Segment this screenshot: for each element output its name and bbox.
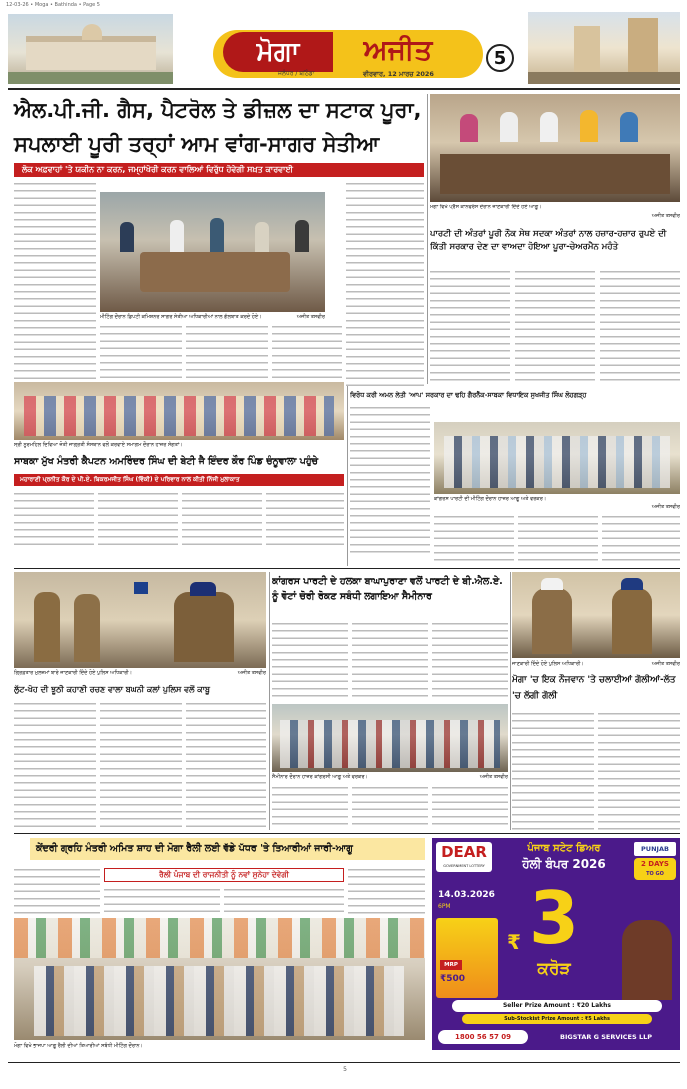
ad-days: 2 DAYS	[641, 860, 669, 868]
divider-mid	[347, 386, 348, 566]
ad-company: BIGSTAR G SERVICES LLP	[560, 1033, 652, 1041]
ad-brand: DEAR	[441, 843, 487, 861]
footer-page-number: 5	[343, 1066, 347, 1073]
ad-stockist-prize: Sub-Stockist Prize Amount : ₹5 Lakhs	[462, 1014, 652, 1024]
masthead-rule	[8, 88, 680, 90]
bottom-headline: ਕੇਂਦਰੀ ਗ੍ਰਹਿ ਮੰਤਰੀ ਅਮਿਤ ਸ਼ਾਹ ਦੀ ਮੋਗਾ ਰੈਲੀ ਲਈ ਵੱਡੇ ਪੱਧਰ 'ਤੇ ਤਿਆਰੀਆਂ ਜਾਰੀ-ਆਗੂ	[30, 838, 425, 860]
lead-col-3	[186, 323, 268, 391]
masthead-city: ਮੋਗਾ	[223, 32, 333, 72]
lead-photo-credit: ਅਜੀਤ ਤਸਵੀਰ	[296, 314, 325, 320]
story-three-caption: ਕਾਂਗਰਸ ਪਾਰਟੀ ਦੀ ਮੀਟਿੰਗ ਦੌਰਾਨ ਹਾਜ਼ਰ ਆਗੂ ਅਤੇ ਵਰਕਰ।	[434, 496, 547, 502]
shooting-credit: ਅਜੀਤ ਤਸਵੀਰ	[651, 661, 680, 667]
ad-rupee: ₹	[507, 930, 521, 954]
police-col-3	[186, 700, 266, 830]
police-caption: ਗ੍ਰਿਫ਼ਤਾਰ ਮੁਲਜ਼ਮਾਂ ਬਾਰੇ ਜਾਣਕਾਰੀ ਦਿੰਦੇ ਹੋਏ ਪੁਲਿਸ ਅਧਿਕਾਰੀ।	[14, 670, 133, 676]
strip-photo	[14, 382, 344, 440]
bottom-col-4	[348, 866, 425, 914]
masthead	[8, 12, 680, 87]
ad-seller-prize: Seller Prize Amount : ₹20 Lakhs	[452, 1000, 662, 1012]
divider-lower-2	[510, 572, 511, 830]
divider-lower-1	[269, 572, 270, 830]
congress-col-6	[432, 784, 508, 830]
ad-brand-sub: GOVERNMENT LOTTERY	[443, 864, 485, 868]
strip-photo-caption: ਸ੍ਰੀ ਨੂਰਮਹਿਲ ਦਿਵਿਆ ਜੋਤੀ ਜਾਗ੍ਰਤੀ ਸੰਸਥਾਨ ਵਲੋਂ ਕਰਵਾਏ ਸਮਾਗਮ ਦੌਰਾਨ ਹਾਜ਼ਰ ਸੰਗਤਾਂ।	[14, 442, 183, 448]
ad-punjab-label: PUNJAB	[641, 845, 669, 853]
story-three-col-1	[350, 404, 430, 556]
story-two-subhead: ਮਹਾਰਾਣੀ ਪ੍ਰਨੀਤ ਕੌਰ ਦੇ ਪੀ.ਏ. ਬਿਕਰਮਜੀਤ ਸਿੰਘ (ਵਿੱਕੀ) ਦੇ ਪਰਿਵਾਰ ਨਾਲ ਕੀਤੀ ਨਿੱਜੀ ਮੁਲਾਕਾਤ	[14, 474, 344, 486]
lead-col-2	[100, 323, 182, 391]
ad-person	[622, 920, 672, 1000]
shooting-headline: ਮੋਗਾ 'ਚ ਇਕ ਨੌਜਵਾਨ 'ਤੇ ਚਲਾਈਆਂ ਗੋਲੀਆਂ-ਲੱਤ 'ਚ ਲੱਗੀ ਗੋਲੀ	[512, 675, 676, 701]
lead-photo	[100, 192, 325, 312]
story-two-col-3	[182, 490, 262, 548]
congress-col-2	[352, 620, 428, 702]
story-three-headline: ਵਿਰੋਧ ਕਰੀ ਅਮਨ ਲੇਤੀ 'ਆਪ' ਸਰਕਾਰ ਦਾ ਢਹਿ ਗੈਰਨੈੱਕ-ਸਾਬਕਾ ਵਿਧਾਇਕ ਸੁਖਜੀਤ ਸਿੰਘ ਲੋਹਗੜ੍ਹ	[350, 391, 587, 399]
ad-phone[interactable]: 1800 56 57 09	[438, 1030, 528, 1044]
masthead-edition: ਜਲੰਧਰ / ਬਠਿੰਡਾ	[278, 70, 315, 77]
story-three-credit: ਅਜੀਤ ਤਸਵੀਰ	[651, 504, 680, 510]
ad-prize-word: ਕਰੋੜ	[537, 959, 571, 979]
lead-headline-line2: ਸਪਲਾਈ ਪੂਰੀ ਤਰ੍ਹਾਂ ਆਮ ਵਾਂਗ-ਸਾਗਰ ਸੇਤੀਆ	[14, 132, 380, 156]
bottom-caption: ਮੋਗਾ ਵਿਖੇ ਭਾਜਪਾ ਆਗੂ ਰੈਲੀ ਦੀਆਂ ਤਿਆਰੀਆਂ ਸਬੰਧੀ ਮੀਟਿੰਗ ਦੌਰਾਨ।	[14, 1043, 143, 1049]
right-top-photo	[430, 94, 680, 202]
right-top-col-1	[430, 268, 510, 383]
story-three-photo	[434, 422, 680, 494]
shooting-col-1	[512, 710, 594, 830]
ad-mrp-label: MRP	[440, 960, 462, 970]
bottom-subhead: ਰੈਲੀ ਪੰਜਾਬ ਦੀ ਰਾਜਨੀਤੀ ਨੂੰ ਨਵਾਂ ਸੁਨੇਹਾ ਦੇਵੇਗੀ	[104, 868, 344, 882]
congress-col-1	[272, 620, 348, 702]
bottom-col-2	[104, 886, 220, 914]
congress-credit: ਅਜੀਤ ਤਸਵੀਰ	[479, 774, 508, 780]
footer-rule	[8, 1062, 680, 1063]
shooting-caption: ਜਾਣਕਾਰੀ ਦਿੰਦੇ ਹੋਏ ਪੁਲਿਸ ਅਧਿਕਾਰੀ।	[512, 661, 584, 667]
divider-h-mid	[14, 568, 680, 569]
congress-photo	[272, 704, 508, 772]
congress-caption: ਸੈਮੀਨਾਰ ਦੌਰਾਨ ਹਾਜ਼ਰ ਕਾਂਗਰਸੀ ਆਗੂ ਅਤੇ ਵਰਕਰ।	[272, 774, 368, 780]
ad-mrp-value: ₹500	[440, 974, 466, 984]
lottery-ad[interactable]	[432, 838, 680, 1050]
right-top-headline: ਪਾਰਟੀ ਦੀ ਅੰਤਰਾਂ ਪੂਰੀ ਨੌਕ ਸੇਥ ਸਦਕਾ ਅੰਤਰਾਂ ਨਾਲ ਹਜ਼ਾਰ-ਹਜ਼ਾਰ ਰੁਪਏ ਦੀ ਕਿੱਤੀ ਸਰਕਾਰ ਦੇਣ ਦਾ ਵਾਅਦਾ ਹੋਇਆ ਪੂਰਾ-ਚੇਅਰਮੈਨ ਮਹੰਤੇ	[430, 229, 667, 252]
bottom-col-3	[224, 886, 344, 914]
ad-draw-date: 14.03.2026	[438, 890, 495, 900]
story-three-col-4	[602, 513, 680, 565]
ad-days-sub: TO GO	[646, 871, 664, 877]
right-top-caption: ਮੋਗਾ ਵਿਖੇ ਪ੍ਰੈੱਸ ਕਾਨਫਰੰਸ ਦੌਰਾਨ ਜਾਣਕਾਰੀ ਦਿੰਦੇ ਹੋਏ ਆਗੂ।	[430, 204, 542, 210]
story-two-col-2	[98, 490, 178, 548]
masthead-left-photo	[8, 14, 173, 84]
ad-title: ਪੰਜਾਬ ਸਟੇਟ ਡਿਅਰ	[527, 843, 601, 854]
divider-h-lower	[14, 833, 680, 834]
lead-subhead: ਲੋਕ ਅਫ਼ਵਾਹਾਂ 'ਤੇ ਯਕੀਨ ਨਾ ਕਰਨ, ਜਮ੍ਹਾਂਖੋਰੀ ਕਰਨ ਵਾਲਿਆਂ ਵਿਰੁੱਧ ਹੋਵੇਗੀ ਸਖ਼ਤ ਕਾਰਵਾਈ	[14, 163, 424, 177]
masthead-date: ਵੀਰਵਾਰ, 12 ਮਾਰਚ 2026	[363, 70, 434, 78]
congress-headline: ਕਾਂਗਰਸ ਪਾਰਟੀ ਦੇ ਹਲਕਾ ਬਾਘਾਪੁਰਾਣਾ ਵਲੋਂ ਪਾਰਟੀ ਦੇ ਬੀ.ਐਲ.ਏ. ਨੂੰ ਵੋਟਾਂ ਚੋਰੀ ਰੋਕਣ ਸਬੰਧੀ ਲਗਾਇਆ ਸੈਮੀਨਾਰ	[272, 576, 503, 602]
story-two-col-4	[266, 490, 344, 548]
story-two-headline: ਸਾਬਕਾ ਮੁੱਖ ਮੰਤਰੀ ਕੈਪਟਨ ਅਮਰਿੰਦਰ ਸਿੰਘ ਦੀ ਬੇਟੀ ਜੈ ਇੰਦਰ ਕੌਰ ਪਿੰਡ ਚੰਨੂਵਾਲਾ ਪਹੁੰਚੇ	[14, 456, 319, 467]
congress-col-3	[432, 620, 508, 702]
police-photo	[14, 572, 266, 668]
right-top-col-3	[600, 268, 680, 383]
ad-title2: ਹੋਲੀ ਬੰਪਰ 2026	[522, 857, 606, 871]
right-top-credit: ਅਜੀਤ ਤਸਵੀਰ	[651, 213, 680, 219]
story-two-col-1	[14, 490, 94, 548]
ad-prize-figure: 3	[528, 876, 580, 960]
lead-col-4	[272, 323, 342, 391]
police-col-2	[100, 700, 182, 830]
congress-col-5	[352, 784, 428, 830]
right-top-col-2	[515, 268, 595, 383]
shooting-col-2	[598, 710, 680, 830]
top-strip-text: 12-03-26 • Moga • Bathinda • Page 5	[6, 2, 100, 8]
bottom-col-1	[14, 866, 100, 914]
bottom-photo	[14, 918, 425, 1040]
congress-col-4	[272, 784, 348, 830]
shooting-photo	[512, 572, 680, 658]
story-three-col-2	[434, 513, 514, 565]
page-number: 5	[486, 44, 514, 72]
divider-top	[427, 94, 428, 384]
lead-photo-caption: ਮੀਟਿੰਗ ਦੌਰਾਨ ਡਿਪਟੀ ਕਮਿਸ਼ਨਰ ਸਾਗਰ ਸੇਤੀਆ ਅਧਿਕਾਰੀਆਂ ਨਾਲ ਗੱਲਬਾਤ ਕਰਦੇ ਹੋਏ।	[100, 314, 262, 320]
top-strip	[0, 0, 687, 10]
masthead-paper: ਅਜੀਤ	[363, 33, 433, 66]
lead-headline-line1: ਐਲ.ਪੀ.ਜੀ. ਗੈਸ, ਪੈਟਰੋਲ ਤੇ ਡੀਜ਼ਲ ਦਾ ਸਟਾਕ ਪੂਰਾ,	[14, 98, 422, 122]
ad-draw-time: 6PM	[438, 903, 451, 910]
story-three-col-3	[518, 513, 598, 565]
police-credit: ਅਜੀਤ ਤਸਵੀਰ	[237, 670, 266, 676]
lead-col-5	[346, 180, 424, 390]
police-col-1	[14, 700, 96, 830]
lead-col-1	[14, 180, 96, 390]
ad-ticket	[436, 918, 498, 998]
masthead-right-photo	[528, 12, 680, 84]
police-headline: ਲੁੱਟ-ਖੋਹ ਦੀ ਝੂਠੀ ਕਹਾਣੀ ਰਚਣ ਵਾਲਾ ਬਘਨੀ ਕਲਾਂ ਪੁਲਿਸ ਵਲੋਂ ਕਾਬੂ	[14, 685, 211, 694]
